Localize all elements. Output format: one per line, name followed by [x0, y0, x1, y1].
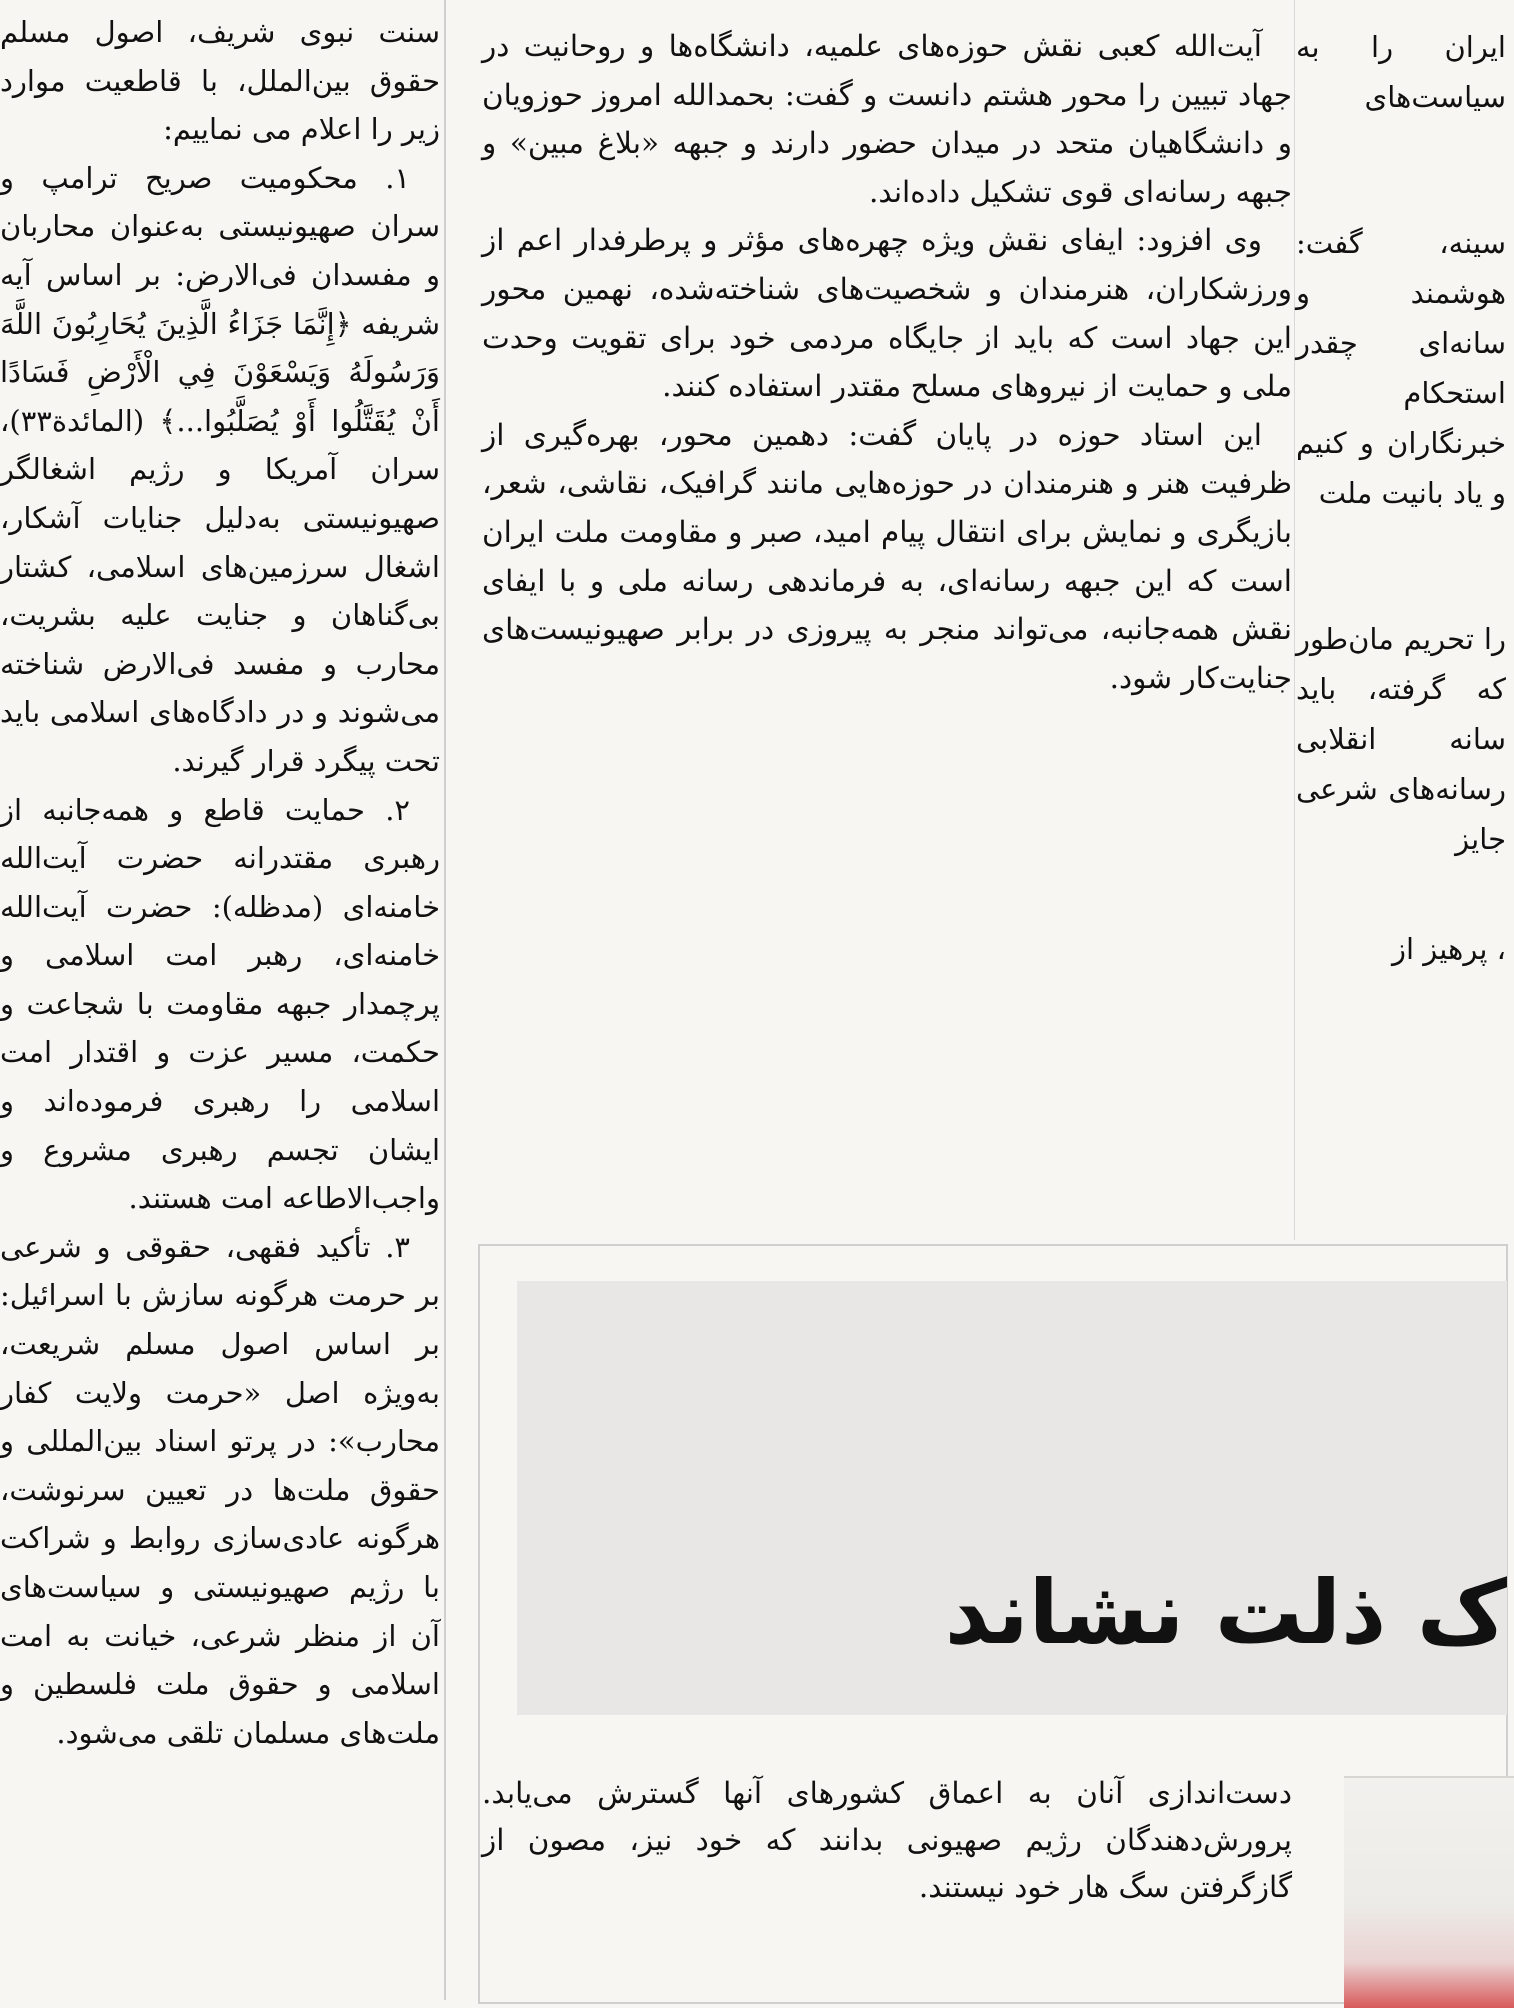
right-fragment-3: را تحریم مان‌طور که گرفته، باید سانه انقلابی رسانه‌های شرعی جایز — [1296, 622, 1506, 856]
right-article-column — [1296, 0, 1506, 1242]
banner-headline: ک ذلت نشاند — [944, 1561, 1507, 1664]
column-divider-right — [1294, 0, 1295, 1240]
right-fragment-4: ، پرهیز از — [1392, 932, 1506, 966]
left-paragraph-item-2: ۲. حمایت قاطع و همه‌جانبه از رهبری مقتدرانه حضرت آیت‌الله خامنه‌ای (مدظله): حضرت آیت‌الله خامنه‌ای، رهبر امت اسلامی و پرچمدار جبهه مقاومت با شجاعت و حکمت، مسیر عزت و اقتدار امت اسلامی را رهبری فرموده‌اند و ایشان تجسم رهبری مشروع و واجب‌الاطاعه امت هستند. — [0, 792, 440, 1216]
bottom-article-column — [482, 1770, 1292, 2000]
center-paragraph-1: آیت‌الله کعبی نقش حوزه‌های علمیه، دانشگاه‌ها و روحانیت در جهاد تبیین را محور هشتم دانست و گفت: بحمدالله امروز حوزویان و دانشگاهیان متحد در میدان حضور دارند و جبهه «بلاغ مبین» و جبهه رسانه‌ای قوی تشکیل داده‌اند. — [482, 29, 1292, 209]
right-fragment-1: ایران را به سیاست‌های — [1296, 30, 1506, 114]
article-photo — [1344, 1776, 1514, 2008]
left-article-column — [0, 0, 440, 2000]
center-paragraph-3: این استاد حوزه در پایان گفت: دهمین محور، بهره‌گیری از ظرفیت هنر و هنرمندان در حوزه‌هایی مانند گرافیک، نقاشی، شعر، بازیگری و نمایش برای انتقال پیام امید، صبر و مقاومت ملت ایران است که این جبهه رسانه‌ای، به فرماندهی رسانه ملی و با ایفای نقش همه‌جانبه، می‌تواند منجر به پیروزی در برابر صهیونیست‌های جنایت‌کار شود. — [482, 417, 1292, 695]
left-paragraph-item-1: ۱. محکومیت صریح ترامپ و سران صهیونیستی به‌عنوان محاربان و مفسدان فی‌الارض: بر اساس آیه شریفه ﴿إِنَّمَا جَزَاءُ الَّذِينَ يُحَارِبُونَ اللَّهَ وَرَسُولَهُ وَيَسْعَوْنَ فِي الْأَرْضِ فَسَادًا أَنْ يُقَتَّلُوا أَوْ يُصَلَّبُوا...﴾ (المائدة۳۳)، سران آمریکا و رژیم اشغالگر صهیونیستی به‌دلیل جنایات آشکار، اشغال سرزمین‌های اسلامی، کشتار بی‌گناهان و جنایت علیه بشریت، محارب و مفسد فی‌الارض شناخته می‌شوند و در دادگاه‌های اسلامی باید تحت پیگرد قرار گیرند. — [0, 160, 440, 778]
headline-banner — [517, 1281, 1507, 1715]
center-paragraph-2: وی افزود: ایفای نقش ویژه چهره‌های مؤثر و پرطرفدار اعم از ورزشکاران، هنرمندان و شخصیت‌های شناخته‌شده، نهمین محور این جهاد است که باید از جایگاه مردمی خود برای تقویت وحدت ملی و حمایت از نیروهای مسلح مقتدر استفاده کنند. — [482, 223, 1292, 404]
bottom-paragraph-1: دست‌اندازی آنان به اعماق کشورهای آنها گسترش می‌یابد. پرورش‌دهندگان رژیم صهیونی بدانند که خود نیز، مصون از گازگرفتن سگ هار خود نیستند. — [482, 1776, 1292, 1904]
center-article-column — [482, 0, 1292, 1242]
right-fragment-2: سینه، گفت: هوشمند و سانه‌ای چقدر استحکام خبرنگاران و کنیم و یاد بانیت ملت — [1296, 226, 1506, 510]
left-paragraph-intro: سنت نبوی شریف، اصول مسلم حقوق بین‌الملل، با قاطعیت موارد زیر را اعلام می نماییم: — [0, 15, 440, 147]
column-divider-left — [444, 0, 446, 2000]
left-paragraph-item-3: ۳. تأکید فقهی، حقوقی و شرعی بر حرمت هرگونه سازش با اسرائیل: بر اساس اصول مسلم شریعت، به‌ویژه اصل «حرمت ولایت کفار محارب»: در پرتو اسناد بین‌المللی و حقوق ملت‌ها در تعیین سرنوشت، هرگونه عادی‌سازی روابط و شراکت با رژیم صهیونیستی و سیاست‌های آن از منظر شرعی، خیانت به امت اسلامی و حقوق ملت فلسطین و ملت‌های مسلمان تلقی می‌شود. — [0, 1229, 440, 1750]
